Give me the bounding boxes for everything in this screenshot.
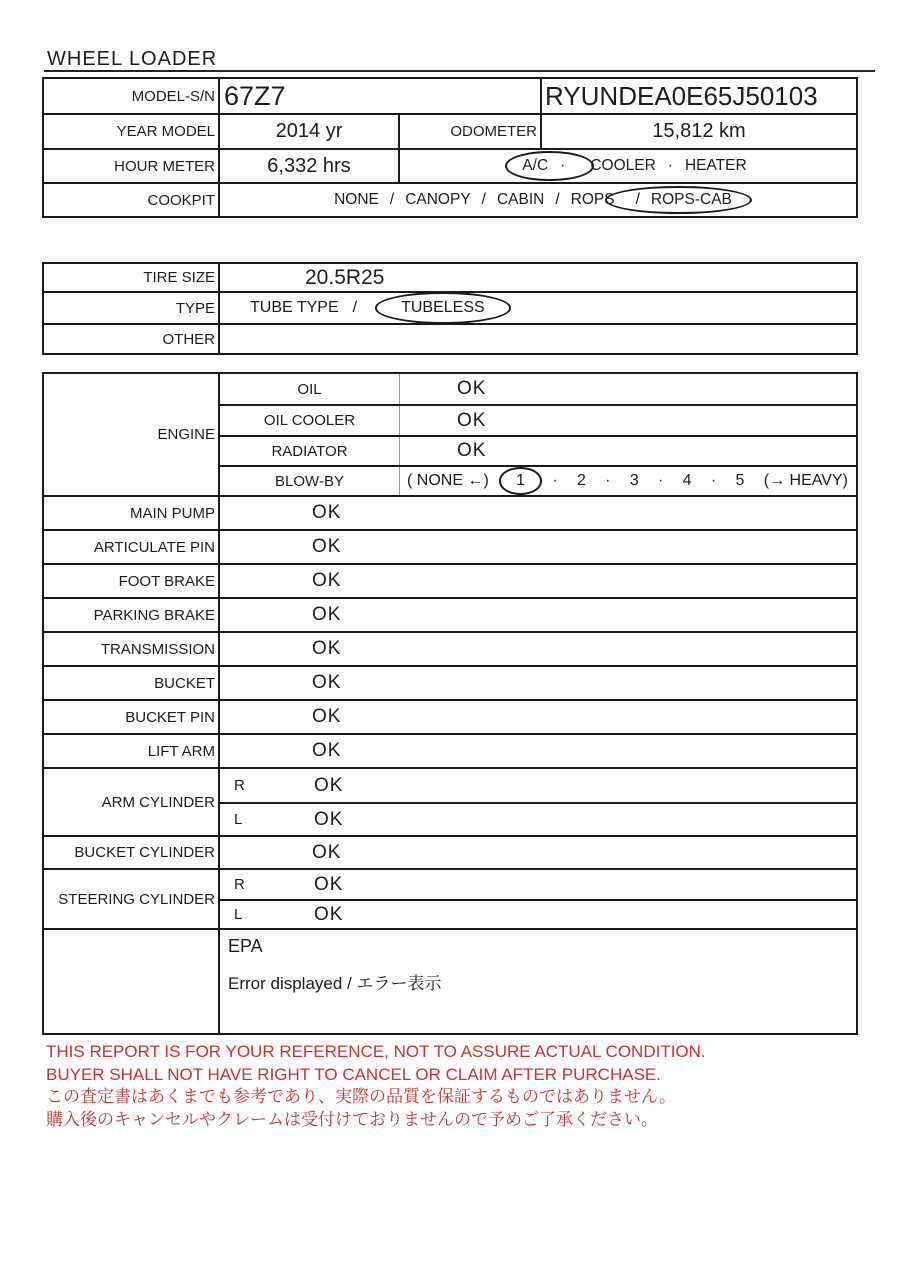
inspection-row [44,563,856,597]
item-label: BUCKET [154,674,215,692]
notes-cell [218,930,856,1033]
steering-cylinder-r-row [220,870,856,899]
notes-line-epa: EPA [228,936,263,956]
arm-cylinder-subrows [218,769,856,835]
dot-separator: · [710,472,717,489]
tire-table [42,262,858,355]
item-label: ARTICULATE PIN [93,538,215,556]
tire-type-label: TYPE [175,299,215,317]
disclaimer-line: THIS REPORT IS FOR YOUR REFERENCE, NOT TO ASSURE ACTUAL CONDITION. [46,1042,706,1061]
slash-separator: / [481,191,486,208]
inspection-row [44,699,856,733]
side-label: L [234,811,243,828]
arm-cylinder-r-row [220,769,856,802]
ok-status: OK [312,604,342,625]
blowby-level-4: 4 [682,472,692,489]
inspection-row [44,835,856,868]
inspection-row [44,495,856,529]
hour-meter-value: 6,332 hrs [218,150,398,182]
table-row [44,79,856,113]
ok-status: OK [312,740,342,761]
item-value [218,633,856,665]
engine-subrow [220,435,856,465]
table-row [44,291,856,323]
dot-separator: · [552,472,558,489]
engine-oil-cooler-label: OIL COOLER [220,406,400,435]
ok-status: OK [312,502,342,523]
blowby-level-1: 1 [516,472,525,490]
ok-status: OK [314,774,344,796]
tire-type-option-tube: TUBE TYPE [250,299,339,316]
year-model-label: YEAR MODEL [116,123,215,140]
inspection-table [42,372,858,1035]
year-model-value: 2014 yr [218,115,398,148]
engine-subrow [220,404,856,435]
ok-status: OK [457,440,487,461]
tire-type-option-tubeless: TUBELESS [401,299,485,317]
item-label: FOOT BRAKE [118,572,215,590]
odometer-label: ODOMETER [398,115,540,148]
climate-option-ac: A/C [522,156,549,174]
blowby-level-5: 5 [735,472,745,489]
arm-cylinder-group-row [44,767,856,835]
engine-oil-value [400,374,856,404]
engine-group-row [44,374,856,495]
cookpit-option-ropscab: ROPS-CAB [650,190,732,208]
item-value [218,701,856,733]
ok-status: OK [312,638,342,659]
disclaimer-line: BUYER SHALL NOT HAVE RIGHT TO CANCEL OR CLAIM AFTER PURCHASE. [46,1064,661,1084]
inspection-row [44,529,856,563]
table-row [44,148,856,182]
engine-subrow [220,465,856,495]
cookpit-label: COOKPIT [147,191,215,209]
disclaimer-block [46,1041,706,1131]
selection-ellipse-tubeless [375,292,511,323]
cookpit-option-cabin: CABIN [496,191,545,208]
tire-type-options [218,293,856,323]
tire-size-label: TIRE SIZE [143,269,215,286]
inspection-row [44,597,856,631]
ok-status: OK [312,570,342,591]
ok-status: OK [314,903,344,925]
selection-ellipse-ac [505,151,594,182]
table-row [44,323,856,353]
slash-separator: / [555,191,560,208]
model-sn-label: MODEL-S/N [131,87,215,105]
arm-cylinder-l-row [220,802,856,835]
title-underline [44,70,875,72]
dot-separator: · [667,157,673,174]
table-row [44,182,856,216]
item-value [218,497,856,529]
dot-separator: · [560,156,566,174]
steering-cylinder-l-row [220,899,856,928]
cookpit-option-rops: ROPS [570,191,615,208]
ok-status: OK [312,841,342,863]
bucket-cylinder-label: BUCKET CYLINDER [74,844,215,861]
dot-separator: · [658,472,664,489]
tire-other-value [218,325,856,353]
blowby-suffix: (→ HEAVY) [763,472,848,489]
side-label: L [234,906,243,923]
bucket-cylinder-value [218,837,856,868]
cookpit-options [218,184,856,216]
notes-empty-label [44,930,218,1033]
odometer-value: 15,812 km [540,115,856,148]
slash-separator: / [635,190,640,208]
model-value: 67Z7 [218,79,540,113]
item-label: BUCKET PIN [125,708,215,726]
steering-cylinder-label: STEERING CYLINDER [58,890,215,908]
tire-other-label: OTHER [162,330,215,348]
arm-cylinder-label: ARM CYLINDER [101,793,215,811]
blowby-level-3: 3 [629,472,639,489]
engine-label: ENGINE [157,426,215,443]
inspection-row [44,631,856,665]
item-label: MAIN PUMP [129,504,215,522]
item-value [218,531,856,563]
steering-cylinder-subrows [218,870,856,928]
item-label: TRANSMISSION [100,640,215,658]
climate-option-cooler: COOLER [590,157,656,174]
page-title: WHEEL LOADER [47,48,218,70]
engine-blowby-label: BLOW-BY [220,467,400,495]
climate-options [398,150,856,182]
item-value [218,599,856,631]
slash-separator: / [352,299,358,316]
item-value [218,667,856,699]
engine-oil-label: OIL [220,374,400,404]
hour-meter-label: HOUR METER [114,157,215,175]
engine-subrow [220,374,856,404]
blowby-scale [400,467,856,495]
notes-row [44,928,856,1033]
item-label: LIFT ARM [147,742,215,760]
serial-value: RYUNDEA0E65J50103 [540,79,856,113]
tire-size-value: 20.5R25 [218,264,856,291]
ok-status: OK [312,536,342,557]
side-label: R [234,876,245,893]
side-label: R [234,777,245,794]
blowby-prefix: ( NONE ←) [407,472,489,489]
inspection-row [44,665,856,699]
ok-status: OK [312,706,342,727]
steering-cylinder-group-row [44,868,856,928]
inspection-row [44,733,856,767]
ok-status: OK [314,808,344,830]
table-row [44,113,856,148]
engine-radiator-label: RADIATOR [220,437,400,465]
cookpit-option-none: NONE [334,191,379,208]
ok-status: OK [457,378,487,399]
notes-line-error: Error displayed / エラー表示 [228,974,442,993]
climate-option-heater: HEATER [684,157,747,174]
item-value [218,735,856,767]
cookpit-option-canopy: CANOPY [405,191,471,208]
ok-status: OK [312,672,342,693]
dot-separator: · [605,472,611,489]
ok-status: OK [457,409,487,431]
disclaimer-line: この査定書はあくまでも参考であり、実際の品質を保証するものではありません。 [46,1087,677,1106]
selection-ellipse-blowby-1 [499,467,542,494]
header-table [42,77,858,218]
disclaimer-line: 購入後のキャンセルやクレームは受付けておりませんので予めご了承ください。 [46,1109,658,1129]
engine-subrows [218,374,856,495]
item-label: PARKING BRAKE [93,606,215,624]
item-value [218,565,856,597]
slash-separator: / [389,191,395,208]
ok-status: OK [314,873,344,895]
table-row [44,264,856,291]
engine-oil-cooler-value [400,406,856,435]
selection-ellipse-ropscab [605,186,752,215]
engine-radiator-value [400,437,856,465]
blowby-level-2: 2 [576,472,586,489]
